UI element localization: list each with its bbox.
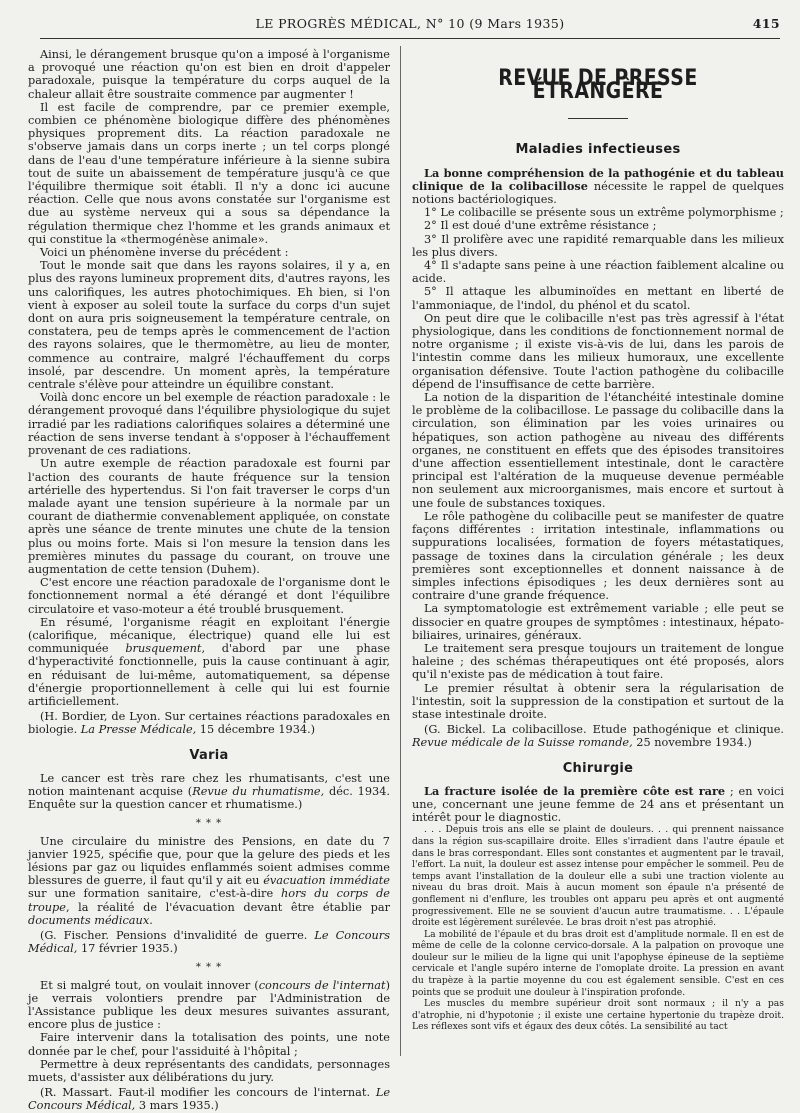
quoted-paragraph: La mobilité de l'épaule et du bras droit est d'amplitude normale. Il en est de même de celle de la colonne cervico-dorsale. A la palpation on provoque une douleur sur le milieu de la ligne qui unit l'apophyse épineuse de la septième cervicale et l'angle supéro interne de l'omoplate droite. La pression en avant du trapèze à la partie moyenne du cou est également sensible. C'est en ces points que se produit une douleur à l'inspiration profonde. <box>412 928 784 998</box>
list-item: 1° Le colibacille se présente sous un extrême polymorphisme ; <box>424 206 784 220</box>
page-title: REVUE DE PRESSE ÉTRANGÈRE <box>498 66 698 105</box>
title-rule <box>568 118 628 119</box>
citation: (G. Fischer. Pensions d'invalidité de guerre. Le Concours Médical, 17 février 1935.) <box>28 929 390 956</box>
numbered-list <box>412 206 784 312</box>
header-rule <box>40 38 780 39</box>
left-column <box>28 48 390 1113</box>
paragraph: C'est encore une réaction paradoxale de l'organisme dont le fonctionnement normal a été dérangé et dont l'équilibre circulatoire et vaso-moteur a été troublé brusquement. <box>28 576 390 616</box>
paragraph: Voilà donc encore un bel exemple de réaction paradoxale : le dérangement provoqué dans l'équilibre physiologique du sujet irradié par les radiations calorifiques solaires a déterminé une réaction de sens inverse tendant à s'opposer à l'échauffement provenant de ces radiations. <box>28 391 390 458</box>
list-item: 2° Il est doué d'une extrême résistance ; <box>424 219 657 233</box>
page-number: 415 <box>752 16 780 31</box>
paragraph: La notion de la disparition de l'étanchéité intestinale domine le problème de la colibacillose. Le passage du colibacille dans la circulation, son élimination par les voies urinaires ou hépatiques, son action pathogène au niveau des différents organes, ne constituent en effets que des épisodes transitoires d'une affection essentiellement intestinale, dont le caractère principal est l'altération de la muqueuse devenue perméable non seulement aux microorganismes, mais encore et surtout à une foule de substances toxiques. <box>412 391 784 510</box>
quoted-paragraph: Les muscles du membre supérieur droit sont normaux ; il n'y a pas d'atrophie, ni d'hypotonie ; il existe une certaine hypertonie du trapèze droit. Les réflexes sont vifs et égaux des deux côtés. La sensibilité au tact <box>412 998 784 1033</box>
list-item: 4° Il s'adapte sans peine à une réaction faiblement alcaline ou acide. <box>412 259 784 286</box>
paragraph: Une circulaire du ministre des Pensions, en date du 7 janvier 1925, spécifie que, pour que la gelure des pieds et les lésions par gaz ou liquides enflammés soient admises comme blessures de guerre, il faut qu'il y ait eu évacuation immédiate sur une formation sanitaire, c'est-à-dire hors du corps de troupe, la réalité de l'évacuation devant être établie par documents médicaux. <box>28 834 390 927</box>
running-header <box>40 16 780 36</box>
paragraph: Voici un phénomène inverse du précédent : <box>40 246 289 260</box>
paragraph: Il est facile de comprendre, par ce premier exemple, combien ce phénomène biologique diffère des phénomènes physiques proprement dits. La réaction paradoxale ne s'observe jamais dans un corps inerte ; un tel corps plongé dans de l'eau d'une température inférieure à la sienne subira tout de suite un abaissement de température jusqu'à ce que l'équilibre thermique soit établi. Il n'y a donc ici aucune réaction. Celle que nous avons constatée sur l'organisme est due au système nerveux qui a sous sa dépendance la régulation thermique chez l'homme et les grands animaux et qui constitue la «thermogénèse animale». <box>28 100 390 246</box>
list-item: Permettre à deux représentants des candidats, personnages muets, d'assister aux délibérations du jury. <box>28 1057 390 1085</box>
paragraph: La fracture isolée de la première côte est rare ; en voici une, concernant une jeune femme de 24 ans et présentant un intérêt pour le diagnostic. <box>412 783 784 825</box>
asterism: * * * <box>195 818 223 830</box>
right-column <box>412 48 784 1054</box>
paragraph: Un autre exemple de réaction paradoxale est fourni par l'action des courants de haute fréquence sur la tension artérielle des hypertendus. Si l'on fait traverser le corps d'un malade ayant une tension supérieure à la normale par un courant de diathermie convenablement appliquée, on constate après une séance de trente minutes une chute de la tension plus ou moins forte. Mais si l'on mesure la tension dans les premières minutes du passage du courant, on trouve une augmentation de cette tension (Duhem). <box>28 457 390 576</box>
paragraph: On peut dire que le colibacille n'est pas très agressif à l'état physiologique, dans les conditions de fonctionnement normal de notre organisme ; il existe vis-à-vis de lui, dans les parois de l'intestin comme dans les milieux humoraux, une excellente organisation défensive. Toute l'action pathogène du colibacille dépend de l'insuffisance de cette barrière. <box>412 311 784 391</box>
section-heading-varia: Varia <box>189 747 229 763</box>
paragraph: Le premier résultat à obtenir sera la régularisation de l'intestin, soit la suppression de la constipation et surtout de la stase intestinale droite. <box>412 681 784 721</box>
paragraph: La bonne compréhension de la pathogénie et du tableau clinique de la colibacillose nécessite le rappel de quelques notions bactériologiques. <box>412 165 784 207</box>
section-heading-maladies: Maladies infectieuses <box>515 142 681 158</box>
column-divider <box>400 46 401 1056</box>
paragraph: Le traitement sera presque toujours un traitement de longue haleine ; des schémas thérapeutiques ont été proposés, alors qu'il n'existe pas de médication à tout faire. <box>412 641 784 682</box>
list-item: Faire intervenir dans la totalisation des points, une note donnée par le chef, pour l'assiduité à l'hôpital ; <box>28 1031 390 1058</box>
paragraph: En résumé, l'organisme réagit en exploitant l'énergie (calorifique, mécanique, électrique) quand elle lui est communiquée brusquement, d'abord par une phase d'hyperactivité fonctionnelle, puis la cause continuant à agir, en réduisant de lui-même, automatiquement, sa dépense d'énergie proportionnellement à celle qui lui est fournie artificiellement. <box>28 615 390 708</box>
citation: (G. Bickel. La colibacillose. Etude pathogénique et clinique. Revue médicale de la Suisse romande, 25 novembre 1934.) <box>412 723 784 750</box>
citation: (R. Massart. Faut-il modifier les concours de l'internat. Le Concours Médical, 3 mars 1935.) <box>28 1086 390 1113</box>
paragraph: La symptomatologie est extrêmement variable ; elle peut se dissocier en quatre groupes de symptômes : intestinaux, hépato-biliaires, urinaires, généraux. <box>412 602 784 642</box>
asterism: * * * <box>195 962 223 974</box>
paragraph: Et si malgré tout, on voulait innover (concours de l'internat) je verrais volontiers prendre par l'Administration de l'Assistance publique les deux mesures suivantes assurant, encore plus de justice : <box>28 978 390 1032</box>
citation: (H. Bordier, de Lyon. Sur certaines réactions paradoxales en biologie. La Presse Médicale, 15 décembre 1934.) <box>28 710 390 737</box>
running-title: LE PROGRÈS MÉDICAL, N° 10 (9 Mars 1935) <box>255 16 565 31</box>
list-item: 5° Il attaque les albuminoïdes en mettant en liberté de l'ammoniaque, de l'indol, du phénol et du scatol. <box>412 285 784 312</box>
paragraph: Ainsi, le dérangement brusque qu'on a imposé à l'organisme a provoqué une réaction qu'on est bien en droit d'appeler paradoxale, puisque la température du corps auquel de la chaleur allait être soustraite commence par augmenter ! <box>28 48 390 101</box>
paragraph: Le cancer est très rare chez les rhumatisants, c'est une notion maintenant acquise (Revue du rhumatisme, déc. 1934. Enquête sur la question cancer et rhumatisme.) <box>28 771 390 812</box>
paragraph: Tout le monde sait que dans les rayons solaires, il y a, en plus des rayons lumineux proprement dits, d'autres rayons, les uns calorifiques, les autres photochimiques. Eh bien, si l'on vient à exposer au soleil toute la surface du corps d'un sujet dont on aura pris soigneusement la température centrale, on constatera, peu de temps après le commencement de l'action des rayons solaires, que le thermomètre, au lieu de monter, commence au contraire, malgré l'échauffement du corps insolé, par descendre. Un moment après, la température centrale s'élève pour atteindre un équilibre constant. <box>28 259 390 392</box>
paragraph: Le rôle pathogène du colibacille peut se manifester de quatre façons différentes : irritation intestinale, inflammations ou suppurations localisées, formation de foyers métastatiques, passage de toxines dans la circulation générale ; les deux premières sont exceptionnelles et donnent naissance à de simples infections épisodiques ; les deux dernières sont au contraire d'une grande fréquence. <box>412 509 784 603</box>
quoted-paragraph: . . . Depuis trois ans elle se plaint de douleurs. . . qui prennent naissance dans la région sus-scapillaire droite. Elles s'irradient dans l'autre épaule et dans le bras correspondant. Elles sont constantes et augmentent par le travail, l'effort. La nuit, la douleur est assez intense pour empêcher le sommeil. Peu de temps avant l'installation de la douleur elle a subi une traction violente au niveau du bras droit. Mais à aucun moment son épaule n'a présenté de gonflement ni d'enflure, les troubles ont apparu peu après et ont augmenté progressivement. Elle ne se souvient d'aucun autre traumatisme. . . L'épaule droite est légèrement surélevée. Le bras droit n'est pas atrophié. <box>412 824 784 929</box>
list-item: 3° Il prolifère avec une rapidité remarquable dans les milieux les plus divers. <box>412 232 784 259</box>
section-heading-chirurgie: Chirurgie <box>562 760 634 776</box>
